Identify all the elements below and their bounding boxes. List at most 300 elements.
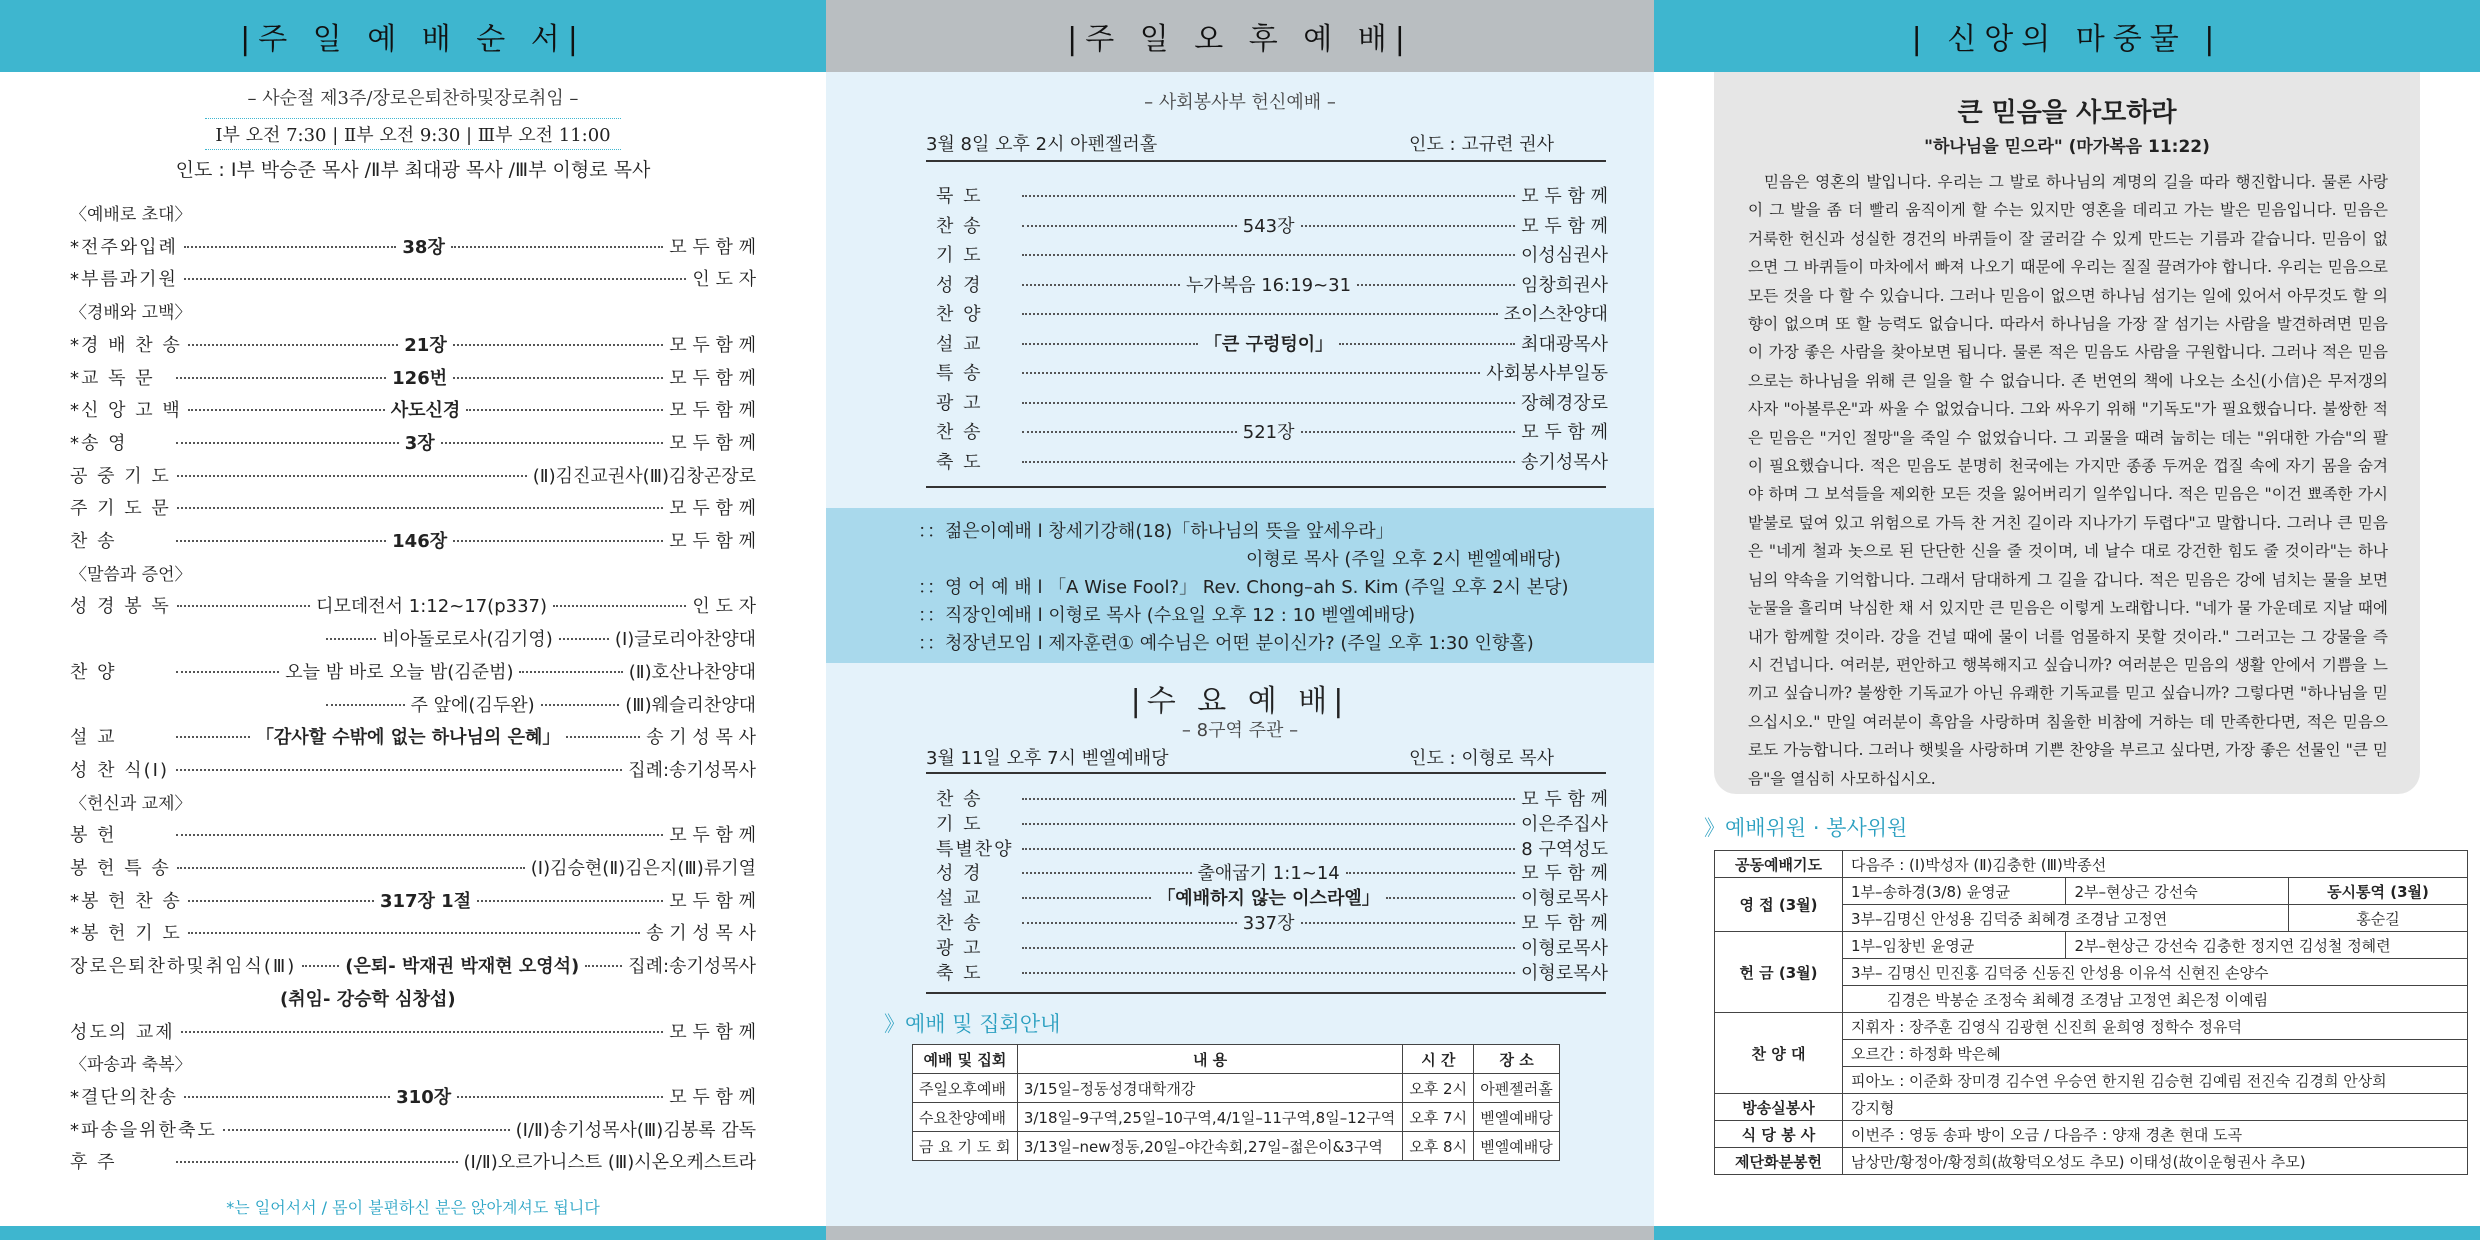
leader-dots xyxy=(1022,823,1515,825)
worship-item xyxy=(70,527,756,553)
leader-dots xyxy=(553,605,686,607)
header-cell: 시 간 xyxy=(1403,1045,1474,1074)
cell: 수요찬양예배 xyxy=(913,1103,1018,1132)
devotional-body: 믿음은 영혼의 발입니다. 우리는 그 발로 하나님의 계명의 길을 따라 행진합니다. 물론 사랑이 그 발을 좀 더 빨리 움직이게 할 수는 있지만 영혼을 데리고 가는 발은 믿음입니다. 믿음은 거룩한 헌신과 성실한 경건의 바퀴들이 잘 굴러갈 수 있게 만드는 기름과 같습니다. 믿음이 없으면 그 바퀴들이 마차에서 빠져 나오기 때문에 우리는 질질 끌려가야 합니다. 우리는 믿음으로 모든 것을 다 할 수 있습니다. 그러나 믿음이 없으면 하나님 섬기는 일에 있어서 아무것도 할 의향이 없으며 또 할 능력도 없습니다. 따라서 하나님을 가장 잘 섬기는 사람을 발견하려면 믿음이 가장 좋은 사람을 찾아보면 됩니다. 물론 적은 믿음도 사람을 구원합니다. 그러나 적은 믿음으로는 하나님을 위해 큰 일을 할 수 없습니다. 존 번연의 책에 나오는 소신(小信)은 무저갱의 사자 "아볼루온"과 싸울 수 없었습니다. 그와 싸우기 위해 "기독도"가 필요했습니다. 불쌍한 적은 믿음은 "거인 절망"을 죽일 수 없었습니다. 그 괴물을 때려 눕히는 데는 "위대한 가슴"의 팔이 필요했습니다. 적은 믿음도 분명히 천국에는 가지만 종종 두꺼운 껍질 속에 자기 몸을 숨겨야 하며 그 보석들을 제외한 모든 것을 잃어버리기 일쑤입니다. 적은 믿음은 "이건 뾰족한 가시밭불로 덮여 있고 위험으로 가득 찬 거친 길이라 지나가기 두렵다"고 말합니다. 그러나 큰 믿음은 "네게 철과 놋으로 된 단단한 신을 줄 것이며, 네 날수 대로 강건한 힘도 줄 것이라"는 하나님의 약속을 기억합니다. 그래서 담대하게 그 길을 갑니다. 적은 믿음은 강에 넘치는 물을 보면 눈물을 흘리며 낙심한 채 서 있지만 큰 믿음은 이렇게 노래합니다. "네가 물 가운데로 지날 때에 내가 함께할 것이라. 강을 건널 때에 물이 너를 엄몰하지 못할 것이라." 그러고는 그 강물을 즉시 건넙니다. 여러분, 편안하고 행복해지고 싶습니까? 여러분은 믿음의 생활 안에서 기쁨을 느끼고 싶습니까? 불쌍한 기독교가 아닌 유쾌한 기독교를 믿고 싶습니까? 그렇다면 "하나님을 믿으십시오." 만일 여러분이 흑암을 사랑하며 침울한 비참에 거하는 데 만족한다면, 적은 믿음으로도 가능합니다. 그러나 햇빛을 사랑하며 기쁜 찬양을 부르고 싶다면, 가장 좋은 선물인 "큰 믿음"을 열심히 사모하십시오. xyxy=(1748,173,2388,788)
header-cell: 내 용 xyxy=(1017,1045,1403,1074)
item-person: 이은주집사 xyxy=(1521,813,1608,835)
leader-dots xyxy=(1022,313,1498,315)
wed-date-place: 3월 11일 오후 7시 벧엘예배당 xyxy=(926,748,1169,769)
item-person: (Ⅱ)김진교권사(Ⅲ)김창곤장로 xyxy=(532,465,756,487)
cell: 찬 양 대 xyxy=(1715,1013,1843,1094)
item-person: 인 도 자 xyxy=(692,596,757,618)
leader-dots xyxy=(453,377,663,379)
item-person: 이형로목사 xyxy=(1521,962,1608,984)
section-label: 〈파송과 축복〉 xyxy=(70,1055,192,1076)
leader-dots xyxy=(466,409,663,411)
worship-item xyxy=(70,919,756,945)
devotional-panel xyxy=(1654,0,2480,1240)
item-title: 특별찬양 xyxy=(936,838,1014,860)
leader-dots xyxy=(1022,798,1515,800)
service-times: Ⅰ부 오전 7:30 | Ⅱ부 오전 9:30 | Ⅲ부 오전 11:00 xyxy=(205,118,620,150)
item-title: 주 기 도 문 xyxy=(70,498,171,520)
leader-dots xyxy=(1022,947,1515,949)
cell: 강지형 xyxy=(1843,1094,2468,1121)
worship-item xyxy=(936,934,1608,960)
leader-dots xyxy=(559,638,609,640)
item-person: 모 두 함 께 xyxy=(669,432,757,454)
committee-table xyxy=(1714,850,2468,1175)
wed-title: |수 요 예 배| xyxy=(1130,684,1350,719)
item-detail: 「큰 구렁텅이」 xyxy=(1203,333,1334,355)
leader-dots xyxy=(188,900,374,902)
leader-dots xyxy=(1022,848,1515,850)
item-person: 모 두 함 께 xyxy=(1521,186,1608,207)
leader-dots xyxy=(326,704,405,706)
worship-item xyxy=(936,448,1608,474)
item-person: 이성심권사 xyxy=(1521,245,1608,266)
cell: 3부–김명신 안성용 김덕중 최혜경 조경남 고정연 xyxy=(1843,905,2289,932)
item-title: 축 도 xyxy=(936,962,983,984)
item-title: *신 앙 고 백 xyxy=(70,400,182,422)
leader-dots xyxy=(441,442,664,444)
cell: 제단화분봉헌 xyxy=(1715,1148,1843,1175)
committee-title: 》예배위원 · 봉사위원 xyxy=(1704,816,1908,840)
worship-item xyxy=(936,959,1608,985)
leader-dots xyxy=(477,900,663,902)
worship-item xyxy=(70,756,756,782)
divider xyxy=(926,160,1606,162)
worship-item xyxy=(70,429,756,455)
item-person: 모 두 함 께 xyxy=(669,236,757,258)
item-detail: 출애굽기 1:1~14 xyxy=(1197,863,1340,885)
leader-dots xyxy=(1346,872,1516,874)
item-title: 봉 헌 xyxy=(70,825,117,847)
item-person: 집례:송기성목사 xyxy=(628,759,756,781)
item-title: 설 교 xyxy=(70,727,117,749)
worship-item xyxy=(320,625,756,651)
item-person: 모 두 함 께 xyxy=(1521,422,1608,443)
cell: 오르간 : 하정화 박은혜 xyxy=(1843,1040,2468,1067)
item-title: 특 송 xyxy=(936,363,983,384)
table-row xyxy=(1715,1148,2468,1175)
item-title: 성 경 봉 독 xyxy=(70,596,171,618)
item-person: 장혜경장로 xyxy=(1521,392,1608,414)
cell: 금 요 기 도 회 xyxy=(913,1132,1018,1161)
footer-bar xyxy=(826,1226,1654,1240)
item-person: 이형로목사 xyxy=(1521,937,1608,959)
item-title: 찬 송 xyxy=(936,422,983,443)
leader-dots xyxy=(457,1096,663,1098)
item-title: 후 주 xyxy=(70,1152,117,1174)
item-person: 모 두 함 께 xyxy=(1521,215,1608,237)
cell: 김경은 박봉순 조정숙 최혜경 조경남 고정연 최은정 이예림 xyxy=(1843,986,2468,1013)
leader-dots xyxy=(184,278,686,280)
sunday-service-panel xyxy=(0,0,826,1240)
item-title: *부름과기원 xyxy=(70,269,178,291)
worship-item xyxy=(70,494,756,520)
cell: 3부– 김명신 민진홍 김덕중 신동진 안성용 이유석 신현진 손양수 xyxy=(1843,959,2468,986)
item-title: 찬 송 xyxy=(936,215,983,237)
leader-dots xyxy=(541,704,620,706)
leader-dots xyxy=(1022,972,1515,974)
item-person: (Ⅰ)글로리아찬양대 xyxy=(614,629,756,651)
band-line-5: ：：청장년모임 l 제자훈련① 예수님은 어떤 분이신가? (주일 오후 1:30 인향홀) xyxy=(918,633,1534,654)
cell: 다음주 : (Ⅰ)박성자 (Ⅱ)김충한 (Ⅲ)박종선 xyxy=(1843,851,2468,878)
item-person: 사회봉사부일동 xyxy=(1486,363,1608,384)
item-title: 설 교 xyxy=(936,333,983,355)
leader-dots xyxy=(1339,343,1515,345)
item-detail: 310장 xyxy=(396,1086,452,1108)
item-detail: 126번 xyxy=(392,367,448,389)
item-person: 송 기 성 목 사 xyxy=(646,727,757,749)
worship-item xyxy=(936,418,1608,444)
leader-dots xyxy=(566,736,640,738)
section-label: 〈헌신과 교제〉 xyxy=(70,793,192,814)
cell: 3/15일–정동성경대학개강 xyxy=(1017,1074,1403,1103)
leader-dots xyxy=(176,834,663,836)
table-row xyxy=(913,1132,1560,1161)
item-person: (Ⅲ)웨슬리찬양대 xyxy=(625,694,756,716)
table-row xyxy=(1715,878,2468,905)
item-person: (Ⅱ)호산나찬양대 xyxy=(628,661,756,683)
divider xyxy=(926,486,1606,488)
item-title: 묵 도 xyxy=(936,186,983,207)
header-cell: 예배 및 집회 xyxy=(913,1045,1018,1074)
item-person: 인 도 자 xyxy=(692,269,756,291)
worship-item xyxy=(70,1116,756,1142)
cell: 1부–임창빈 윤영균 xyxy=(1843,932,2066,959)
worship-item xyxy=(936,835,1608,861)
item-person: 모 두 함 께 xyxy=(1521,789,1608,810)
leader-dots xyxy=(223,1129,510,1131)
leader-dots xyxy=(302,965,339,967)
leader-dots xyxy=(453,344,664,346)
leader-dots xyxy=(184,246,396,248)
item-title: 찬 양 xyxy=(936,304,983,325)
cell: 오후 2시 xyxy=(1403,1074,1474,1103)
table-row xyxy=(1715,1121,2468,1148)
table-row xyxy=(1715,932,2468,959)
leader-dots xyxy=(177,507,664,509)
leader-dots xyxy=(1386,897,1515,899)
worship-item xyxy=(936,389,1608,415)
service-leaders: 인도 : Ⅰ부 박승준 목사 /Ⅱ부 최대광 목사 /Ⅲ부 이형로 목사 xyxy=(175,159,651,181)
item-detail: 누가복음 16:19~31 xyxy=(1185,274,1352,296)
leader-dots xyxy=(1022,372,1480,374)
item-title: 광 고 xyxy=(936,937,983,959)
leader-dots xyxy=(1022,284,1180,286)
item-person: 모 두 함 께 xyxy=(669,531,756,552)
cell: 공동예배기도 xyxy=(1715,851,1843,878)
table-header-row xyxy=(913,1045,1560,1074)
band-line-4: ：：직장인예배 l 이형로 목사 (수요일 오후 12 : 10 벧엘예배당) xyxy=(918,605,1416,626)
item-detail: 디모데전서 1:12~17(p337) xyxy=(316,596,548,618)
item-title: 찬 송 xyxy=(936,789,983,810)
item-detail: (은퇴- 박재권 박재현 오영석) xyxy=(345,956,580,978)
item-title: 봉 헌 특 송 xyxy=(70,858,171,879)
leader-dots xyxy=(176,769,622,771)
item-person: 모 두 함 께 xyxy=(1521,913,1608,934)
item-title: *봉 헌 기 도 xyxy=(70,923,182,945)
leader-dots xyxy=(177,867,525,869)
leader-dots xyxy=(177,605,310,607)
leader-dots xyxy=(1022,254,1515,256)
table-row xyxy=(1715,1094,2468,1121)
item-detail: 337장 xyxy=(1242,913,1295,934)
item-detail: 543장 xyxy=(1242,215,1295,237)
leader-dots xyxy=(451,246,663,248)
leader-dots xyxy=(453,540,663,542)
panel-header: | 신앙의 마중물 | xyxy=(1654,0,2480,72)
section-label: 〈말씀과 증언〉 xyxy=(70,564,192,585)
worship-item xyxy=(70,1018,756,1044)
service-leader: 인도 : 고규련 권사 xyxy=(1409,134,1554,155)
worship-item xyxy=(70,952,756,978)
leader-dots xyxy=(1022,402,1515,404)
item-person: (Ⅰ/Ⅱ)송기성목사(Ⅲ)김봉록 감독 xyxy=(515,1119,756,1141)
table-row xyxy=(1715,1013,2468,1040)
item-title: *파송을위한축도 xyxy=(70,1119,217,1141)
leader-dots xyxy=(1022,195,1515,197)
worship-item xyxy=(936,241,1608,267)
leader-dots xyxy=(585,965,622,967)
leader-dots xyxy=(176,540,386,542)
item-person: 모 두 함 께 xyxy=(669,400,756,422)
cell: 남상만/황정아/황정희(故황덕오성도 추모) 이태성(故이운형권사 추모) xyxy=(1843,1148,2468,1175)
worship-item xyxy=(936,810,1608,836)
worship-item xyxy=(70,364,756,390)
item-person: 모 두 함 께 xyxy=(669,1021,756,1043)
item-title: 기 도 xyxy=(936,245,983,266)
cell: 피아노 : 이준화 장미경 김수연 우승연 한지원 김승현 김예림 전진숙 김경희 안상희 xyxy=(1843,1067,2468,1094)
cell: 홍순길 xyxy=(2288,905,2467,932)
worship-item xyxy=(70,396,756,422)
item-person: (Ⅰ/Ⅱ)오르가니스트 (Ⅲ)시온오케스트라 xyxy=(463,1152,756,1174)
worship-item xyxy=(70,265,756,291)
item-detail: 521장 xyxy=(1242,422,1295,443)
cell: 오후 8시 xyxy=(1403,1132,1474,1161)
cell: 2부–현상근 강선숙 김충한 정지연 김성철 정혜련 xyxy=(2066,932,2468,959)
guide-table xyxy=(912,1044,1560,1161)
leader-dots xyxy=(326,638,376,640)
item-title: 성도의 교제 xyxy=(70,1021,175,1043)
worship-item xyxy=(936,884,1608,910)
item-title: *전주와입례 xyxy=(70,236,178,258)
cell: 지휘자 : 장주훈 김영식 김광현 신진희 윤희영 정학수 정유덕 xyxy=(1843,1013,2468,1040)
leader-dots xyxy=(1022,225,1237,227)
leader-dots xyxy=(1301,225,1516,227)
leader-dots xyxy=(188,932,640,934)
item-person: 송 기 성 목 사 xyxy=(646,923,756,945)
leader-dots xyxy=(176,736,250,738)
centered-note: (취임- 강승학 심창섭) xyxy=(280,988,456,1010)
service-subtitle: – 사회봉사부 헌신예배 – xyxy=(1144,92,1336,113)
worship-item xyxy=(936,330,1608,356)
worship-item xyxy=(320,691,756,717)
worship-item xyxy=(70,233,756,259)
band-line-2: 이형로 목사 (주일 오후 2시 벧엘예배당) xyxy=(1246,549,1561,570)
leader-dots xyxy=(1022,343,1198,345)
cell: 2부–현상근 강선숙 xyxy=(2066,878,2289,905)
item-title: 공 중 기 도 xyxy=(70,465,171,487)
table-row xyxy=(913,1103,1560,1132)
item-title: 성 경 xyxy=(936,863,983,885)
divider xyxy=(926,992,1606,994)
wed-leader: 인도 : 이형로 목사 xyxy=(1409,748,1554,769)
item-person: 이형로목사 xyxy=(1521,888,1608,910)
worship-item xyxy=(70,658,756,684)
worship-item xyxy=(936,785,1608,811)
leader-dots xyxy=(184,1096,390,1098)
cell: 벧엘예배당 xyxy=(1474,1103,1560,1132)
worship-item xyxy=(936,859,1608,885)
cell: 방송실봉사 xyxy=(1715,1094,1843,1121)
item-person: 모 두 함 께 xyxy=(669,498,756,520)
item-detail: 146장 xyxy=(392,531,448,552)
item-person: 모 두 함 께 xyxy=(669,1086,757,1108)
item-title: 장로은퇴찬하및취임식(Ⅲ) xyxy=(70,956,297,978)
worship-item xyxy=(70,462,756,488)
leader-dots xyxy=(1022,431,1237,433)
cell: 이번주 : 영동 송파 방이 오금 / 다음주 : 양재 경촌 현대 도곡 xyxy=(1843,1121,2468,1148)
item-title: 찬 송 xyxy=(70,531,117,552)
leader-dots xyxy=(176,1161,458,1163)
worship-item xyxy=(936,271,1608,297)
item-person: 모 두 함 께 xyxy=(669,890,757,912)
cell: 식 당 봉 사 xyxy=(1715,1121,1843,1148)
leader-dots xyxy=(188,409,385,411)
leader-dots xyxy=(176,671,279,673)
leader-dots xyxy=(176,377,386,379)
worship-item xyxy=(70,821,756,847)
footer-bar xyxy=(0,1226,826,1240)
devotional-title: 큰 믿음을 사모하라 xyxy=(1957,98,2177,128)
worship-item xyxy=(936,359,1608,385)
item-person: 모 두 함 께 xyxy=(669,334,756,356)
band-line-1: ：：젊은이예배 l 창세기강해(18)「하나님의 뜻을 앞세우라」 xyxy=(918,521,1394,542)
section-label: 〈예배로 초대〉 xyxy=(70,205,192,225)
worship-item xyxy=(70,854,756,880)
cell: 3/18일–9구역,25일–10구역,4/1일–11구역,8일–12구역 xyxy=(1017,1103,1403,1132)
item-detail: 「감사할 수밖에 없는 하나님의 은혜」 xyxy=(255,727,561,749)
panel-header: |주 일 예 배 순 서| xyxy=(0,0,826,72)
item-detail: 주 앞에(김두완) xyxy=(410,694,535,716)
worship-item xyxy=(70,1148,756,1174)
item-person: 송기성목사 xyxy=(1521,451,1608,473)
item-person: (Ⅰ)김승현(Ⅱ)김은지(Ⅲ)류기열 xyxy=(530,858,756,879)
item-detail: 317장 1절 xyxy=(379,890,472,912)
cell: 아펜젤러홀 xyxy=(1474,1074,1560,1103)
worship-item xyxy=(70,592,756,618)
wed-subtitle: – 8구역 주관 – xyxy=(1181,720,1299,741)
cell: 영 접 (3월) xyxy=(1715,878,1843,932)
item-title: 축 도 xyxy=(936,451,983,473)
band-line-3: ：：영 어 예 배 l 「A Wise Fool?」 Rev. Chong–ah S. Kim (주일 오후 2시 본당) xyxy=(918,577,1569,598)
item-title: *교 독 문 xyxy=(70,367,155,389)
item-person: 모 두 함 께 xyxy=(669,825,756,847)
item-person: 집례:송기성목사 xyxy=(628,956,756,978)
divider xyxy=(926,772,1606,774)
item-title: 기 도 xyxy=(936,813,983,835)
item-person: 8 구역성도 xyxy=(1521,838,1608,860)
cell: 3/13일–new정동,20일–야간속회,27일–젊은이&3구역 xyxy=(1017,1132,1403,1161)
devotional-verse: "하나님을 믿으라" (마가복음 11:22) xyxy=(1924,137,2210,157)
cell: 주일오후예배 xyxy=(913,1074,1018,1103)
item-person: 조이스찬양대 xyxy=(1503,304,1608,325)
item-title: *송 영 xyxy=(70,432,128,454)
item-detail: 「예배하지 않는 이스라엘」 xyxy=(1157,888,1380,910)
leader-dots xyxy=(181,1031,664,1033)
guide-title: 》예배 및 집회안내 xyxy=(884,1012,1061,1036)
worship-item xyxy=(936,300,1608,326)
worship-item xyxy=(70,331,756,357)
afternoon-service-panel xyxy=(826,0,1654,1240)
item-title: *경 배 찬 송 xyxy=(70,334,182,356)
table-row xyxy=(1715,851,2468,878)
service-subtitle: – 사순절 제3주/장로은퇴찬하및장로취임 – xyxy=(247,88,579,109)
worship-item xyxy=(70,1083,756,1109)
leader-dots xyxy=(1022,872,1192,874)
leader-dots xyxy=(176,442,399,444)
panel-header: |주 일 오 후 예 배| xyxy=(826,0,1654,72)
table-row xyxy=(913,1074,1560,1103)
cell: 1부–송하경(3/8) 윤영균 xyxy=(1843,878,2066,905)
item-person: 모 두 함 께 xyxy=(1521,863,1609,885)
footer-bar xyxy=(1654,1226,2480,1240)
cell: 동시통역 (3월) xyxy=(2288,878,2467,905)
item-title: 광 고 xyxy=(936,392,983,414)
leader-dots xyxy=(1357,284,1515,286)
footnote: *는 일어서서 / 몸이 불편하신 분은 앉아계셔도 됩니다 xyxy=(226,1198,600,1217)
item-detail: 오늘 밤 바로 오늘 밤(김준범) xyxy=(285,661,514,683)
item-person: 모 두 함 께 xyxy=(669,367,756,389)
item-title: *결단의찬송 xyxy=(70,1086,178,1108)
service-date-place: 3월 8일 오후 2시 아펜젤러홀 xyxy=(926,134,1158,155)
item-detail: 3장 xyxy=(404,432,435,454)
cell: 오후 7시 xyxy=(1403,1103,1474,1132)
leader-dots xyxy=(188,344,399,346)
item-detail: 사도신경 xyxy=(390,400,461,422)
cell: 헌 금 (3월) xyxy=(1715,932,1843,1013)
leader-dots xyxy=(1022,922,1237,924)
leader-dots xyxy=(1022,897,1151,899)
leader-dots xyxy=(1022,461,1515,463)
item-detail: 38장 xyxy=(402,236,445,258)
leader-dots xyxy=(1301,431,1516,433)
header-cell: 장 소 xyxy=(1474,1045,1560,1074)
worship-item xyxy=(70,723,756,749)
item-title: 성 경 xyxy=(936,274,983,296)
leader-dots xyxy=(1301,922,1516,924)
item-title: 설 교 xyxy=(936,888,983,910)
item-title: 찬 양 xyxy=(70,661,117,683)
item-detail: 21장 xyxy=(404,334,447,356)
leader-dots xyxy=(519,671,622,673)
section-label: 〈경배와 고백〉 xyxy=(70,303,192,324)
item-title: 찬 송 xyxy=(936,913,983,934)
leader-dots xyxy=(177,475,527,477)
worship-item xyxy=(70,887,756,913)
item-person: 최대광목사 xyxy=(1521,333,1609,355)
item-title: 성 찬 식(Ⅰ) xyxy=(70,759,169,781)
worship-item xyxy=(936,909,1608,935)
item-detail: 비아돌로로사(김기영) xyxy=(382,629,553,651)
cell: 벧엘예배당 xyxy=(1474,1132,1560,1161)
item-title: *봉 헌 찬 송 xyxy=(70,890,182,912)
worship-item xyxy=(936,182,1608,208)
worship-item xyxy=(936,212,1608,238)
item-person: 임창희권사 xyxy=(1521,274,1608,296)
